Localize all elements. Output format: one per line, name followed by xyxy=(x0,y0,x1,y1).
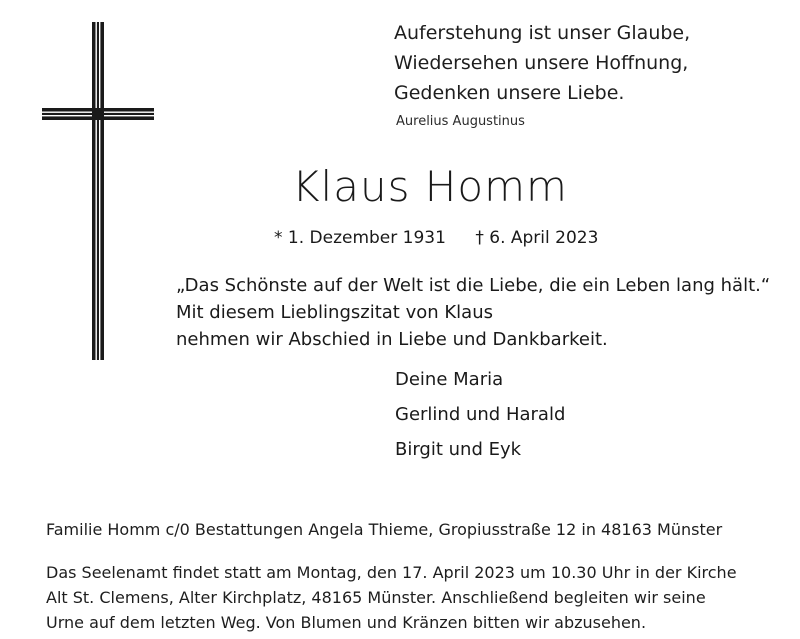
service-line: Das Seelenamt findet statt am Montag, den 17. April 2023 um 10.30 Uhr in der Kirche xyxy=(46,563,737,582)
quote-line: Mit diesem Lieblingszitat von Klaus xyxy=(176,302,493,323)
mourner: Gerlind und Harald xyxy=(395,404,566,425)
quote-line: „Das Schönste auf der Welt ist die Liebe, die ein Leben lang hält.“ xyxy=(176,275,771,296)
service-line: Alt St. Clemens, Alter Kirchplatz, 48165 Münster. Anschließend begleiten wir seine xyxy=(46,588,706,607)
farewell-quote xyxy=(176,272,770,353)
birth-date: * 1. Dezember 1931 xyxy=(274,228,446,248)
motto-line: Gedenken unsere Liebe. xyxy=(394,82,625,104)
mourner: Deine Maria xyxy=(395,369,504,390)
death-date: † 6. April 2023 xyxy=(475,228,599,248)
motto-author: Aurelius Augustinus xyxy=(396,114,525,129)
motto-line: Wiedersehen unsere Hoffnung, xyxy=(394,52,689,74)
deceased-name: Klaus Homm xyxy=(292,162,568,211)
mourners-list xyxy=(395,366,565,471)
mourner: Birgit und Eyk xyxy=(395,439,522,460)
service-notice xyxy=(46,560,737,635)
life-dates xyxy=(274,228,598,248)
motto xyxy=(394,18,690,108)
service-line: Urne auf dem letzten Weg. Von Blumen und Kränzen bitten wir abzusehen. xyxy=(46,613,647,632)
motto-line: Auferstehung ist unser Glaube, xyxy=(394,22,691,44)
cross-icon xyxy=(42,22,154,360)
contact-address: Familie Homm c/0 Bestattungen Angela Thieme, Gropiusstraße 12 in 48163 Münster xyxy=(46,520,723,539)
quote-line: nehmen wir Abschied in Liebe und Dankbarkeit. xyxy=(176,329,608,350)
